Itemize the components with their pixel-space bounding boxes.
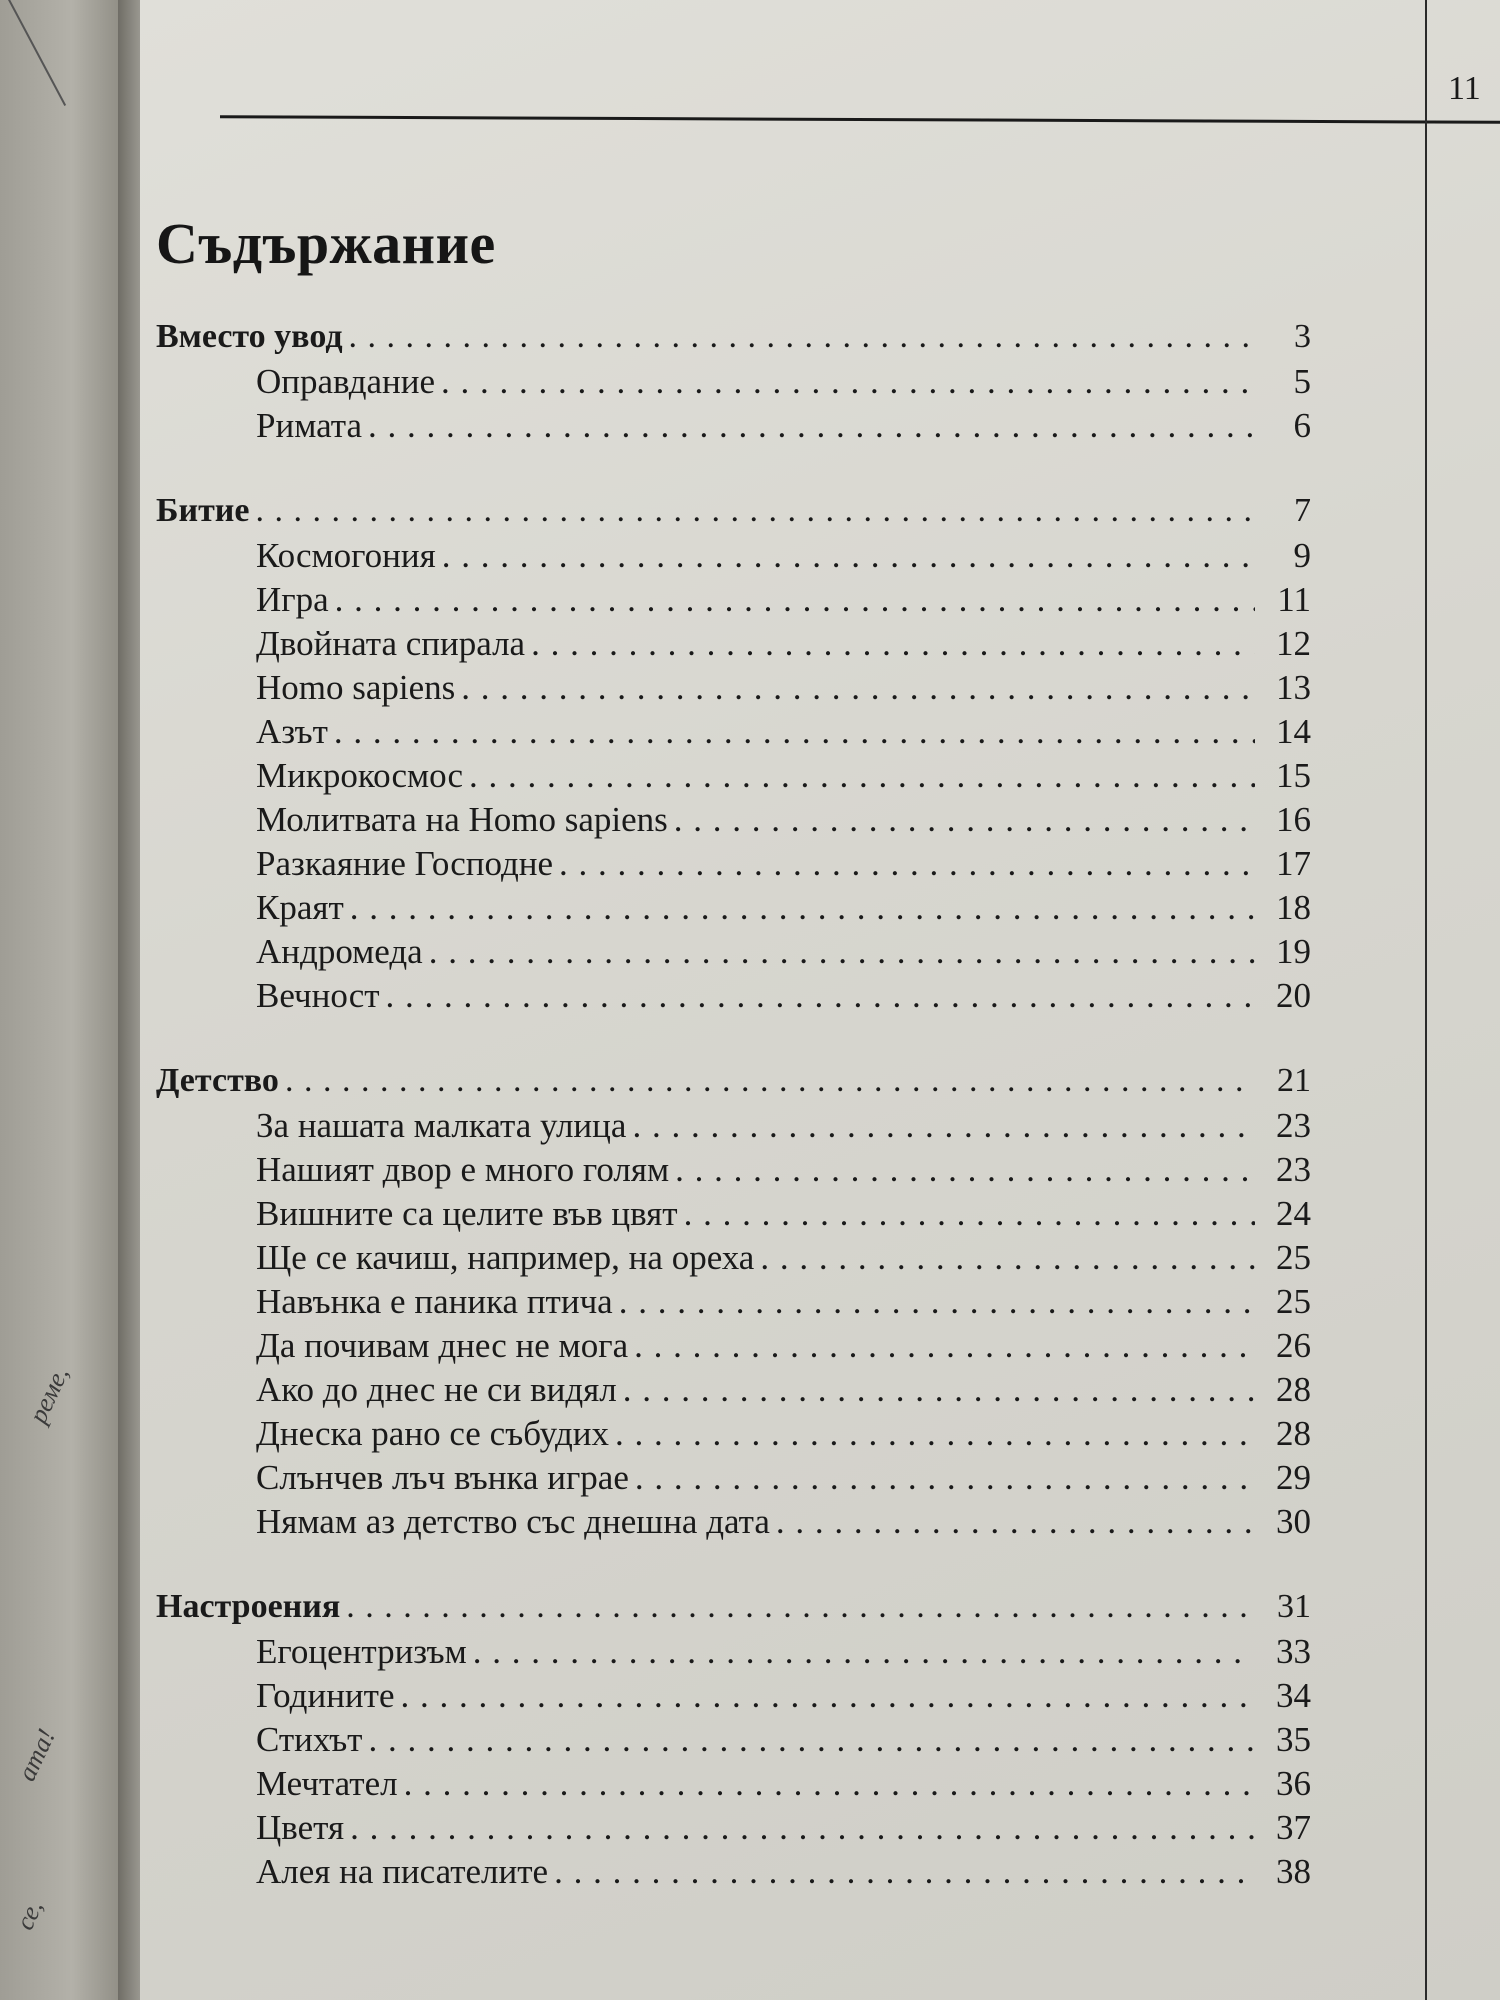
entry-page-number: 24 (1276, 1194, 1311, 1233)
dot-leader (429, 932, 1255, 972)
entry-title: Годините (256, 1676, 395, 1715)
toc-section-heading (156, 492, 1311, 536)
dot-leader (760, 1238, 1255, 1278)
entry-title: Слънчев лъч вънка играе (256, 1458, 629, 1497)
dot-leader (559, 844, 1255, 884)
entry-page-number: 33 (1276, 1632, 1311, 1671)
toc-entry (156, 1326, 1311, 1370)
entry-title: Вишните са целите във цвят (256, 1194, 678, 1233)
entry-page-number: 36 (1276, 1764, 1311, 1803)
toc-entry (156, 406, 1311, 450)
toc-entry (156, 1150, 1311, 1194)
entry-page-number: 5 (1293, 362, 1311, 401)
dot-leader (776, 1502, 1255, 1542)
section-title: Детство (156, 1062, 279, 1099)
entry-page-number: 23 (1276, 1150, 1311, 1189)
dot-leader (349, 318, 1255, 356)
entry-title: Космогония (256, 536, 436, 575)
entry-title: Алея на писателите (256, 1852, 549, 1891)
entry-title: Двойната спирала (256, 624, 526, 663)
dot-leader (386, 976, 1255, 1016)
dot-leader (368, 406, 1255, 446)
toc-entry (156, 1720, 1311, 1764)
toc-entry (156, 1238, 1311, 1282)
entry-title: Нямам аз детство със днешна дата (256, 1502, 770, 1541)
dot-leader (619, 1282, 1255, 1322)
entry-page-number: 12 (1276, 624, 1311, 663)
book-page (140, 0, 1500, 2000)
toc-entry (156, 668, 1311, 712)
section-page-number: 21 (1277, 1062, 1311, 1099)
toc-entry (156, 756, 1311, 800)
entry-page-number: 25 (1276, 1282, 1311, 1321)
entry-title: Мечтател (256, 1764, 398, 1803)
entry-page-number: 13 (1276, 668, 1311, 707)
entry-title: Навънка е паника птича (256, 1282, 613, 1321)
toc-entry (156, 800, 1311, 844)
section-page-number: 31 (1277, 1588, 1311, 1625)
dot-leader (350, 888, 1255, 928)
dot-leader (635, 1458, 1255, 1498)
entry-page-number: 19 (1276, 932, 1311, 971)
dot-leader (368, 1720, 1255, 1760)
entry-title: Молитвата на Homo sapiens (256, 800, 668, 839)
dot-leader (346, 1588, 1255, 1626)
page-title: Съдържание (156, 211, 496, 276)
page-edge-rule (1425, 0, 1427, 2000)
toc-entry (156, 844, 1311, 888)
toc-section (156, 1062, 1311, 1546)
toc-entry (156, 624, 1311, 668)
toc-entry (156, 1370, 1311, 1414)
entry-page-number: 17 (1276, 844, 1311, 883)
entry-title: Ще се качиш, например, на ореха (256, 1238, 755, 1277)
section-page-number: 7 (1294, 492, 1311, 529)
toc-entry (156, 888, 1311, 932)
toc-entry (156, 1194, 1311, 1238)
toc-section (156, 492, 1311, 1020)
margin-fragment: ата! (11, 1724, 61, 1786)
dot-leader (469, 756, 1255, 796)
entry-page-number: 20 (1276, 976, 1311, 1015)
entry-title: Стихът (256, 1720, 363, 1759)
dot-leader (632, 1106, 1255, 1146)
toc-entry (156, 1632, 1311, 1676)
toc-section (156, 1588, 1311, 1896)
toc-entry (156, 1282, 1311, 1326)
entry-page-number: 29 (1276, 1458, 1311, 1497)
toc-entry (156, 1414, 1311, 1458)
entry-page-number: 28 (1276, 1370, 1311, 1409)
facing-page-border (8, 0, 66, 106)
entry-page-number: 35 (1276, 1720, 1311, 1759)
entry-title: Оправдание (256, 362, 436, 401)
entry-title: Да почивам днес не мога (256, 1326, 629, 1365)
dot-leader (335, 580, 1255, 620)
entry-title: Homo sapiens (256, 668, 456, 707)
entry-page-number: 28 (1276, 1414, 1311, 1453)
entry-page-number: 9 (1293, 536, 1311, 575)
entry-title: Егоцентризъм (256, 1632, 467, 1671)
dot-leader (334, 712, 1255, 752)
dot-leader (675, 1150, 1255, 1190)
toc-entry (156, 1808, 1311, 1852)
dot-leader (461, 668, 1255, 708)
entry-page-number: 25 (1276, 1238, 1311, 1277)
dot-leader (634, 1326, 1255, 1366)
entry-page-number: 30 (1276, 1502, 1311, 1541)
entry-page-number: 37 (1276, 1808, 1311, 1847)
facing-page-edge (0, 0, 130, 2000)
dot-leader (615, 1414, 1255, 1454)
dot-leader (623, 1370, 1255, 1410)
margin-fragment: се, (9, 1895, 49, 1935)
table-of-contents (156, 318, 1311, 1938)
dot-leader (684, 1194, 1255, 1234)
entry-page-number: 6 (1293, 406, 1311, 445)
entry-page-number: 38 (1276, 1852, 1311, 1891)
toc-section-heading (156, 1588, 1311, 1632)
section-title: Настроения (156, 1588, 341, 1625)
toc-entry (156, 536, 1311, 580)
dot-leader (442, 536, 1255, 576)
entry-page-number: 15 (1276, 756, 1311, 795)
toc-section-heading (156, 318, 1311, 362)
entry-title: Вечност (256, 976, 380, 1015)
dot-leader (400, 1676, 1255, 1716)
dot-leader (554, 1852, 1255, 1892)
entry-page-number: 16 (1276, 800, 1311, 839)
entry-title: Игра (256, 580, 329, 619)
toc-entry (156, 1106, 1311, 1150)
entry-title: Разкаяние Господне (256, 844, 554, 883)
dot-leader (285, 1062, 1255, 1100)
section-title: Битие (156, 492, 250, 529)
toc-section-heading (156, 1062, 1311, 1106)
entry-title: Краят (256, 888, 344, 927)
entry-title: Римата (256, 406, 362, 445)
header-rule (220, 115, 1500, 124)
dot-leader (531, 624, 1255, 664)
entry-page-number: 23 (1276, 1106, 1311, 1145)
entry-page-number: 18 (1276, 888, 1311, 927)
entry-page-number: 11 (1277, 580, 1311, 619)
toc-entry (156, 712, 1311, 756)
section-title: Вместо увод (156, 318, 343, 355)
toc-entry (156, 580, 1311, 624)
toc-entry (156, 932, 1311, 976)
toc-entry (156, 1852, 1311, 1896)
entry-page-number: 34 (1276, 1676, 1311, 1715)
toc-section (156, 318, 1311, 450)
entry-title: Нашият двор е много голям (256, 1150, 670, 1189)
entry-page-number: 26 (1276, 1326, 1311, 1365)
page-number: 11 (1448, 70, 1481, 107)
dot-leader (350, 1808, 1255, 1848)
entry-title: Цветя (256, 1808, 345, 1847)
dot-leader (404, 1764, 1255, 1804)
margin-fragment: реме, (23, 1362, 75, 1428)
dot-leader (674, 800, 1255, 840)
toc-entry (156, 1764, 1311, 1808)
dot-leader (473, 1632, 1255, 1672)
section-page-number: 3 (1294, 318, 1311, 355)
toc-entry (156, 362, 1311, 406)
toc-entry (156, 1458, 1311, 1502)
toc-entry (156, 976, 1311, 1020)
toc-entry (156, 1502, 1311, 1546)
dot-leader (255, 492, 1255, 530)
entry-title: Днеска рано се събудих (256, 1414, 610, 1453)
entry-page-number: 14 (1276, 712, 1311, 751)
entry-title: За нашата малката улица (256, 1106, 627, 1145)
entry-title: Ако до днес не си видял (256, 1370, 617, 1409)
dot-leader (441, 362, 1255, 402)
toc-entry (156, 1676, 1311, 1720)
entry-title: Азът (256, 712, 328, 751)
entry-title: Андромеда (256, 932, 423, 971)
entry-title: Микрокосмос (256, 756, 464, 795)
